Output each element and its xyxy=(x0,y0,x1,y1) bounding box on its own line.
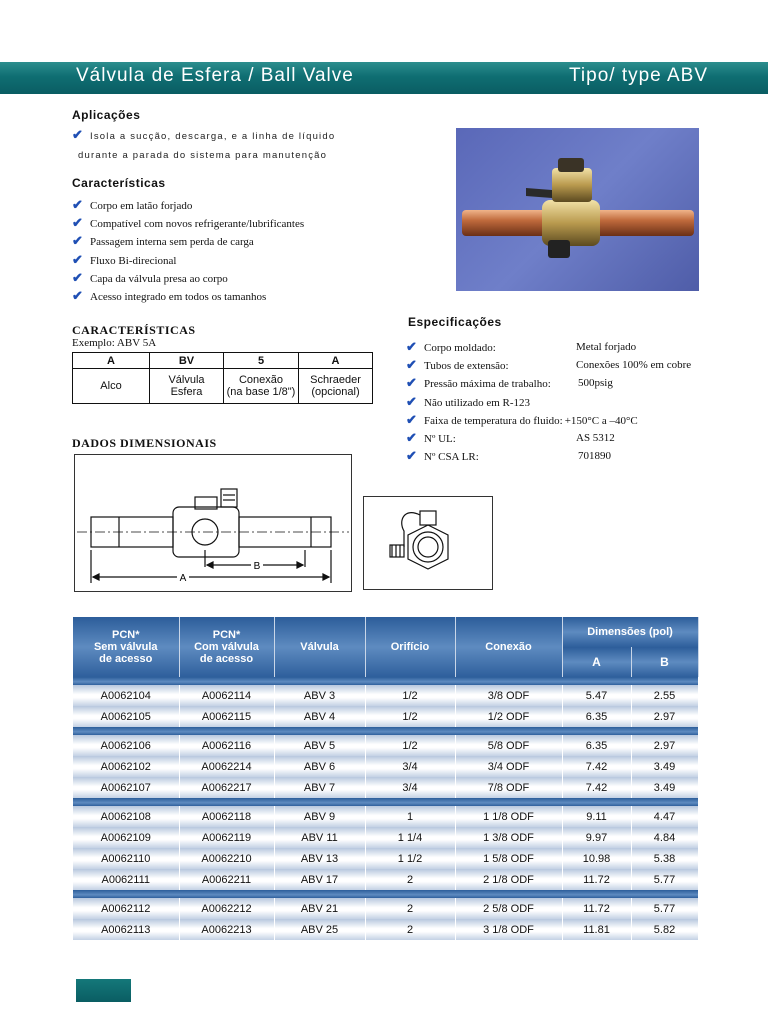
separator-cell xyxy=(73,890,698,898)
table-cell: 6.35 xyxy=(562,706,631,727)
code-cell-line: Schraeder xyxy=(310,374,361,386)
table-row xyxy=(73,919,698,940)
col-header-valvula: Válvula xyxy=(274,617,365,677)
separator-cell xyxy=(73,727,698,735)
table-cell: ABV 13 xyxy=(274,848,365,869)
spec-row xyxy=(406,356,692,374)
table-cell: A0062115 xyxy=(179,706,274,727)
table-row xyxy=(73,806,698,827)
code-cell-line: (na base 1/8") xyxy=(226,386,296,398)
list-item xyxy=(72,214,304,232)
dimension-label-a: A xyxy=(179,573,187,584)
code-cell-line: (opcional) xyxy=(311,386,360,398)
aplicacoes-heading: Aplicações xyxy=(72,108,141,122)
table-cell: 11.72 xyxy=(562,898,631,919)
table-cell: A0062110 xyxy=(73,848,179,869)
check-mark-icon: ✔ xyxy=(72,127,85,142)
table-cell: 2 xyxy=(365,898,455,919)
header-line: PCN* xyxy=(212,629,241,641)
table-cell: A0062111 xyxy=(73,869,179,890)
table-row xyxy=(73,756,698,777)
code-cell xyxy=(224,369,299,404)
spec-value: AS 5312 xyxy=(576,431,615,444)
table-cell: 2.55 xyxy=(631,685,698,706)
list-item xyxy=(72,196,304,214)
group-separator xyxy=(73,727,698,735)
spec-value: 500psig xyxy=(578,377,613,390)
code-cell-line: Conexão xyxy=(238,374,284,386)
codigo-example: Exemplo: ABV 5A xyxy=(72,337,157,349)
list-item-text: Corpo em latão forjado xyxy=(90,200,193,212)
table-cell: A0062214 xyxy=(179,756,274,777)
code-cell xyxy=(73,369,150,404)
spec-label: Tubos de extensão: xyxy=(424,360,509,373)
table-cell: 2 1/8 ODF xyxy=(455,869,562,890)
table-cell: A0062211 xyxy=(179,869,274,890)
spec-row xyxy=(406,447,638,465)
table-cell: A0062116 xyxy=(179,735,274,756)
dimension-label-b: B xyxy=(253,561,261,572)
table-cell: 1/2 ODF xyxy=(455,706,562,727)
table-cell: A0062114 xyxy=(179,685,274,706)
spec-label: Não utilizado em R-123 xyxy=(424,396,531,409)
spec-label: Nº UL: xyxy=(424,432,456,445)
especificacoes-heading: Especificações xyxy=(408,315,502,329)
valve-side-drawing xyxy=(75,455,351,591)
list-item-text: Passagem interna sem perda de carga xyxy=(90,236,254,249)
code-cell-line: Esfera xyxy=(170,386,203,398)
table-cell: 7/8 ODF xyxy=(455,777,562,798)
table-row xyxy=(73,777,698,798)
spec-row xyxy=(406,393,638,411)
spec-value: 701890 xyxy=(578,450,611,463)
table-cell: A0062210 xyxy=(179,848,274,869)
table-cell: 2 xyxy=(365,919,455,940)
check-mark-icon: ✔ xyxy=(406,393,417,409)
separator-cell xyxy=(73,677,698,685)
valve-photo-image xyxy=(456,128,699,291)
table-cell: 4.84 xyxy=(631,827,698,848)
table-cell: A0062119 xyxy=(179,827,274,848)
table-row xyxy=(73,706,698,727)
table-cell: ABV 5 xyxy=(274,735,365,756)
table-cell: A0062108 xyxy=(73,806,179,827)
header-line: de acesso xyxy=(199,653,254,665)
table-cell: A0062213 xyxy=(179,919,274,940)
table-cell: 1/2 xyxy=(365,685,455,706)
table-row xyxy=(73,898,698,919)
caracteristicas-heading: Características xyxy=(72,176,166,190)
col-header-orificio: Orifício xyxy=(365,617,455,677)
col-header-pcn-com xyxy=(179,617,274,677)
spec-row xyxy=(406,411,638,429)
check-mark-icon: ✔ xyxy=(72,215,83,231)
check-mark-icon: ✔ xyxy=(72,233,83,249)
spec-row xyxy=(406,374,638,392)
table-cell: 3 1/8 ODF xyxy=(455,919,562,940)
separator-cell xyxy=(73,798,698,806)
table-cell: ABV 4 xyxy=(274,706,365,727)
check-mark-icon: ✔ xyxy=(72,287,83,303)
group-separator xyxy=(73,798,698,806)
list-item xyxy=(72,269,304,287)
table-cell: 1 1/4 xyxy=(365,827,455,848)
list-item xyxy=(72,232,304,250)
spec-row xyxy=(406,338,638,356)
table-cell: 5.38 xyxy=(631,848,698,869)
dimensions-table xyxy=(73,617,699,940)
group-separator xyxy=(73,890,698,898)
table-cell: 1/2 xyxy=(365,706,455,727)
table-cell: 3/4 xyxy=(365,777,455,798)
table-row xyxy=(73,848,698,869)
table-cell: A0062104 xyxy=(73,685,179,706)
header-line: de acesso xyxy=(99,653,153,665)
caracteristicas-list xyxy=(72,196,304,305)
table-cell: ABV 17 xyxy=(274,869,365,890)
col-header-a: A xyxy=(562,647,631,677)
list-item-text: Compatível com novos refrigerante/lubrificantes xyxy=(90,218,305,231)
table-cell: 2.97 xyxy=(631,706,698,727)
check-mark-icon: ✔ xyxy=(72,197,83,212)
page-title: Válvula de Esfera / Ball Valve xyxy=(76,65,354,86)
table-cell: ABV 21 xyxy=(274,898,365,919)
table-cell: 11.81 xyxy=(562,919,631,940)
table-cell: 1 3/8 ODF xyxy=(455,827,562,848)
ordering-code-table xyxy=(72,352,373,404)
table-cell: 1 5/8 ODF xyxy=(455,848,562,869)
list-item-text: Acesso integrado em todos os tamanhos xyxy=(90,290,267,303)
table-cell: ABV 6 xyxy=(274,756,365,777)
footer-color-block xyxy=(76,979,131,1002)
dimension-drawing-side xyxy=(74,454,352,592)
code-cell xyxy=(299,369,373,404)
table-cell: 3/4 xyxy=(365,756,455,777)
table-cell: 7.42 xyxy=(562,777,631,798)
code-cell xyxy=(150,369,224,404)
check-mark-icon: ✔ xyxy=(406,357,417,373)
table-row xyxy=(73,869,698,890)
table-cell: 1 xyxy=(365,806,455,827)
spec-label: Pressão máxima de trabalho: xyxy=(424,378,551,391)
col-header-dimensoes: Dimensões (pol) xyxy=(562,617,698,647)
spec-value: Conexões 100% em cobre xyxy=(576,359,692,372)
header-line: PCN* xyxy=(111,629,140,641)
list-item xyxy=(72,251,304,269)
check-mark-icon: ✔ xyxy=(406,339,417,354)
code-header: BV xyxy=(150,353,224,369)
table-cell: A0062102 xyxy=(73,756,179,777)
check-mark-icon: ✔ xyxy=(406,448,417,464)
table-cell: 5/8 ODF xyxy=(455,735,562,756)
valve-front-drawing xyxy=(364,497,492,589)
table-cell: 5.47 xyxy=(562,685,631,706)
col-header-b: B xyxy=(631,647,698,677)
valve-photo xyxy=(456,128,699,291)
table-cell: 9.11 xyxy=(562,806,631,827)
table-cell: 2 5/8 ODF xyxy=(455,898,562,919)
header-line: Sem válvula xyxy=(93,641,158,653)
check-mark-icon: ✔ xyxy=(406,411,417,427)
table-cell: 3/8 ODF xyxy=(455,685,562,706)
table-cell: 9.97 xyxy=(562,827,631,848)
aplicacoes-line: durante a parada do sistema para manutenção xyxy=(78,150,328,161)
table-cell: 3.49 xyxy=(631,756,698,777)
table-cell: 5.77 xyxy=(631,898,698,919)
table-row xyxy=(73,827,698,848)
spec-label: Faixa de temperatura do fluido: xyxy=(424,414,563,427)
codigo-heading: CARACTERÍSTICAS xyxy=(72,323,196,337)
aplicacoes-text xyxy=(72,126,335,168)
table-cell: 7.42 xyxy=(562,756,631,777)
check-mark-icon: ✔ xyxy=(72,269,83,285)
table-cell: ABV 3 xyxy=(274,685,365,706)
table-cell: 6.35 xyxy=(562,735,631,756)
code-cell-line: Alco xyxy=(100,380,122,392)
dimension-drawing-front xyxy=(363,496,493,590)
table-cell: 5.77 xyxy=(631,869,698,890)
spec-label: Corpo moldado: xyxy=(424,342,496,354)
table-cell: 5.82 xyxy=(631,919,698,940)
table-cell: A0062113 xyxy=(73,919,179,940)
code-header: A xyxy=(73,353,150,369)
table-cell: 1 1/2 xyxy=(365,848,455,869)
spec-label: Nº CSA LR: xyxy=(424,451,479,464)
table-cell: 4.47 xyxy=(631,806,698,827)
header-line: Com válvula xyxy=(194,641,259,653)
table-cell: 2 xyxy=(365,869,455,890)
type-label: Tipo/ type ABV xyxy=(569,65,708,86)
aplicacoes-line: Isola a sucção, descarga, e a linha de líquido xyxy=(90,131,336,142)
table-cell: 3/4 ODF xyxy=(455,756,562,777)
spec-value: +150°C a –40°C xyxy=(564,414,638,427)
table-cell: ABV 9 xyxy=(274,806,365,827)
table-cell: A0062217 xyxy=(179,777,274,798)
table-cell: A0062107 xyxy=(73,777,179,798)
check-mark-icon: ✔ xyxy=(406,375,417,391)
table-cell: ABV 7 xyxy=(274,777,365,798)
title-banner xyxy=(0,62,768,94)
check-mark-icon: ✔ xyxy=(72,251,83,267)
group-separator xyxy=(73,677,698,685)
table-cell: A0062109 xyxy=(73,827,179,848)
table-cell: ABV 25 xyxy=(274,919,365,940)
table-cell: 3.49 xyxy=(631,777,698,798)
table-cell: A0062105 xyxy=(73,706,179,727)
spec-value: Metal forjado xyxy=(576,341,637,353)
table-cell: 2.97 xyxy=(631,735,698,756)
table-cell: A0062112 xyxy=(73,898,179,919)
col-header-pcn-sem xyxy=(73,617,179,677)
col-header-conexao: Conexão xyxy=(455,617,562,677)
code-header: 5 xyxy=(224,353,299,369)
list-item-text: Capa da válvula presa ao corpo xyxy=(90,272,228,285)
dimensional-heading: DADOS DIMENSIONAIS xyxy=(72,436,217,450)
especificacoes-list xyxy=(406,338,692,465)
table-cell: A0062106 xyxy=(73,735,179,756)
list-item xyxy=(72,287,304,305)
table-row xyxy=(73,735,698,756)
list-item-text: Fluxo Bi-direcional xyxy=(90,254,177,267)
code-header: A xyxy=(299,353,373,369)
table-cell: 11.72 xyxy=(562,869,631,890)
table-body xyxy=(73,677,698,940)
table-cell: 1 1/8 ODF xyxy=(455,806,562,827)
table-cell: 1/2 xyxy=(365,735,455,756)
table-cell: ABV 11 xyxy=(274,827,365,848)
spec-row xyxy=(406,429,638,447)
table-cell: A0062212 xyxy=(179,898,274,919)
code-cell-line: Válvula xyxy=(168,374,205,386)
table-row xyxy=(73,685,698,706)
table-cell: A0062118 xyxy=(179,806,274,827)
table-cell: 10.98 xyxy=(562,848,631,869)
check-mark-icon: ✔ xyxy=(406,429,417,445)
